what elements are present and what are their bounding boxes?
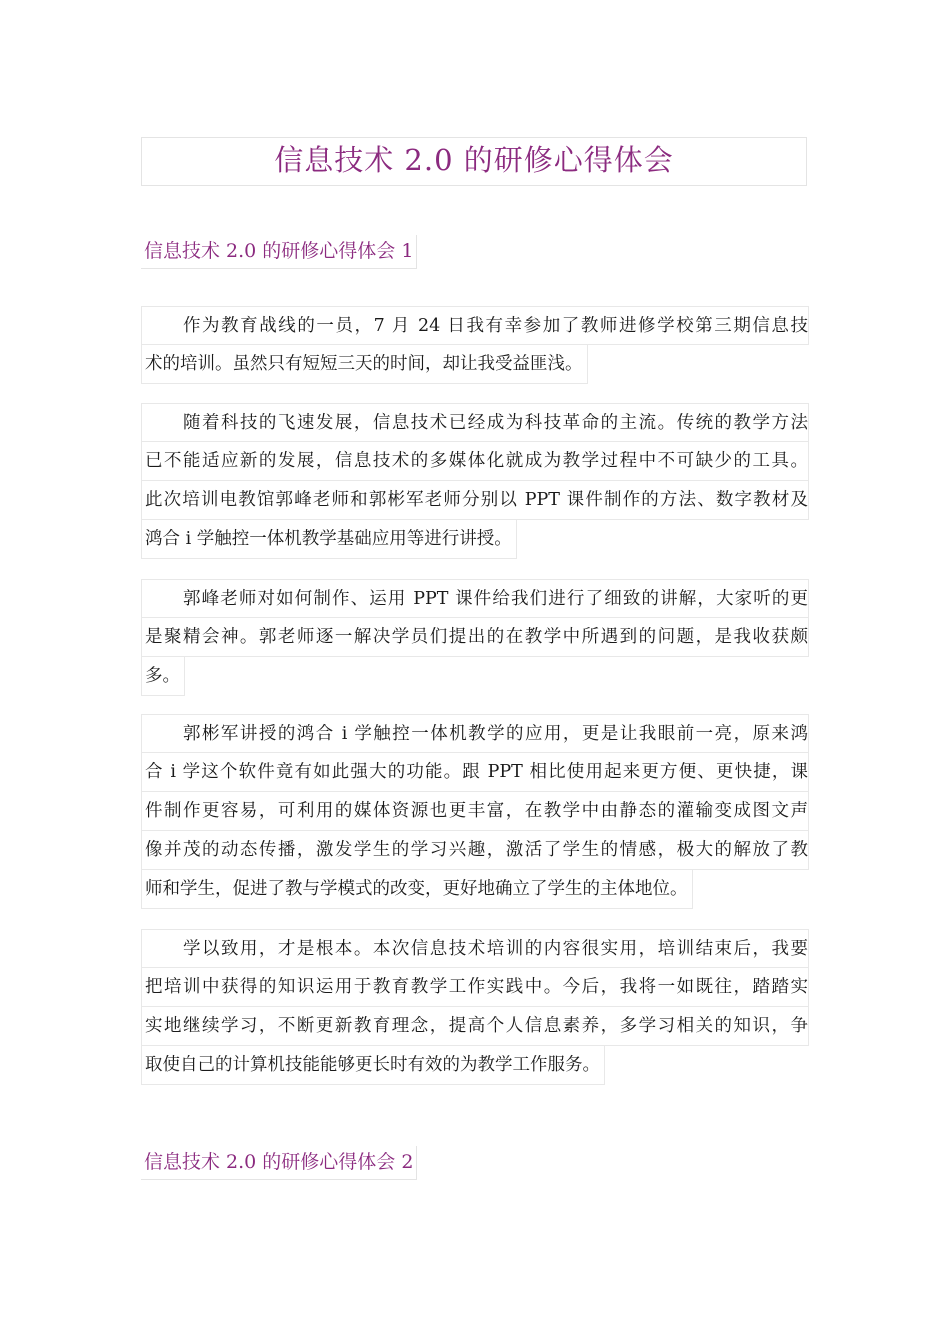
paragraph-line: 师和学生，促进了教与学模式的改变，更好地确立了学生的主体地位。 (141, 870, 693, 909)
paragraph-2 (141, 403, 809, 563)
paragraph-line: 取使自己的计算机技能能够更长时有效的为教学工作服务。 (141, 1046, 605, 1085)
paragraph-line: 术的培训。虽然只有短短三天的时间，却让我受益匪浅。 (141, 345, 588, 384)
section-heading-1: 信息技术 2.0 的研修心得体会 1 (141, 235, 417, 269)
document-title: 信息技术 2.0 的研修心得体会 (141, 137, 807, 186)
paragraph-4 (141, 714, 809, 913)
paragraph-line: 郭彬军讲授的鸿合 i 学触控一体机教学的应用，更是让我眼前一亮，原来鸿 (141, 714, 809, 753)
paragraph-line: 郭峰老师对如何制作、运用 PPT 课件给我们进行了细致的讲解，大家听的更 (141, 579, 809, 618)
paragraph-line: 已不能适应新的发展，信息技术的多媒体化就成为教学过程中不可缺少的工具。 (141, 442, 809, 481)
paragraph-line: 件制作更容易，可利用的媒体资源也更丰富，在教学中由静态的灌输变成图文声 (141, 792, 809, 831)
section-heading-2: 信息技术 2.0 的研修心得体会 2 (141, 1146, 417, 1180)
paragraph-line: 学以致用，才是根本。本次信息技术培训的内容很实用，培训结束后，我要 (141, 929, 809, 968)
paragraph-line: 此次培训电教馆郭峰老师和郭彬军老师分别以 PPT 课件制作的方法、数字教材及 (141, 481, 809, 520)
paragraph-1 (141, 306, 809, 388)
paragraph-line: 随着科技的飞速发展，信息技术已经成为科技革命的主流。传统的教学方法 (141, 403, 809, 442)
paragraph-line: 像并茂的动态传播，激发学生的学习兴趣，激活了学生的情感，极大的解放了教 (141, 831, 809, 870)
paragraph-line: 合 i 学这个软件竟有如此强大的功能。跟 PPT 相比使用起来更方便、更快捷，课 (141, 753, 809, 792)
paragraph-line: 实地继续学习，不断更新教育理念，提高个人信息素养，多学习相关的知识，争 (141, 1007, 809, 1046)
paragraph-line: 是聚精会神。郭老师逐一解决学员们提出的在教学中所遇到的问题，是我收获颇 (141, 618, 809, 657)
paragraph-line: 作为教育战线的一员，7 月 24 日我有幸参加了教师进修学校第三期信息技 (141, 306, 809, 345)
paragraph-line: 鸿合 i 学触控一体机教学基础应用等进行讲授。 (141, 520, 517, 559)
paragraph-line: 把培训中获得的知识运用于教育教学工作实践中。今后，我将一如既往，踏踏实 (141, 968, 809, 1007)
paragraph-5 (141, 929, 809, 1089)
paragraph-line: 多。 (141, 657, 185, 696)
paragraph-3 (141, 579, 809, 700)
